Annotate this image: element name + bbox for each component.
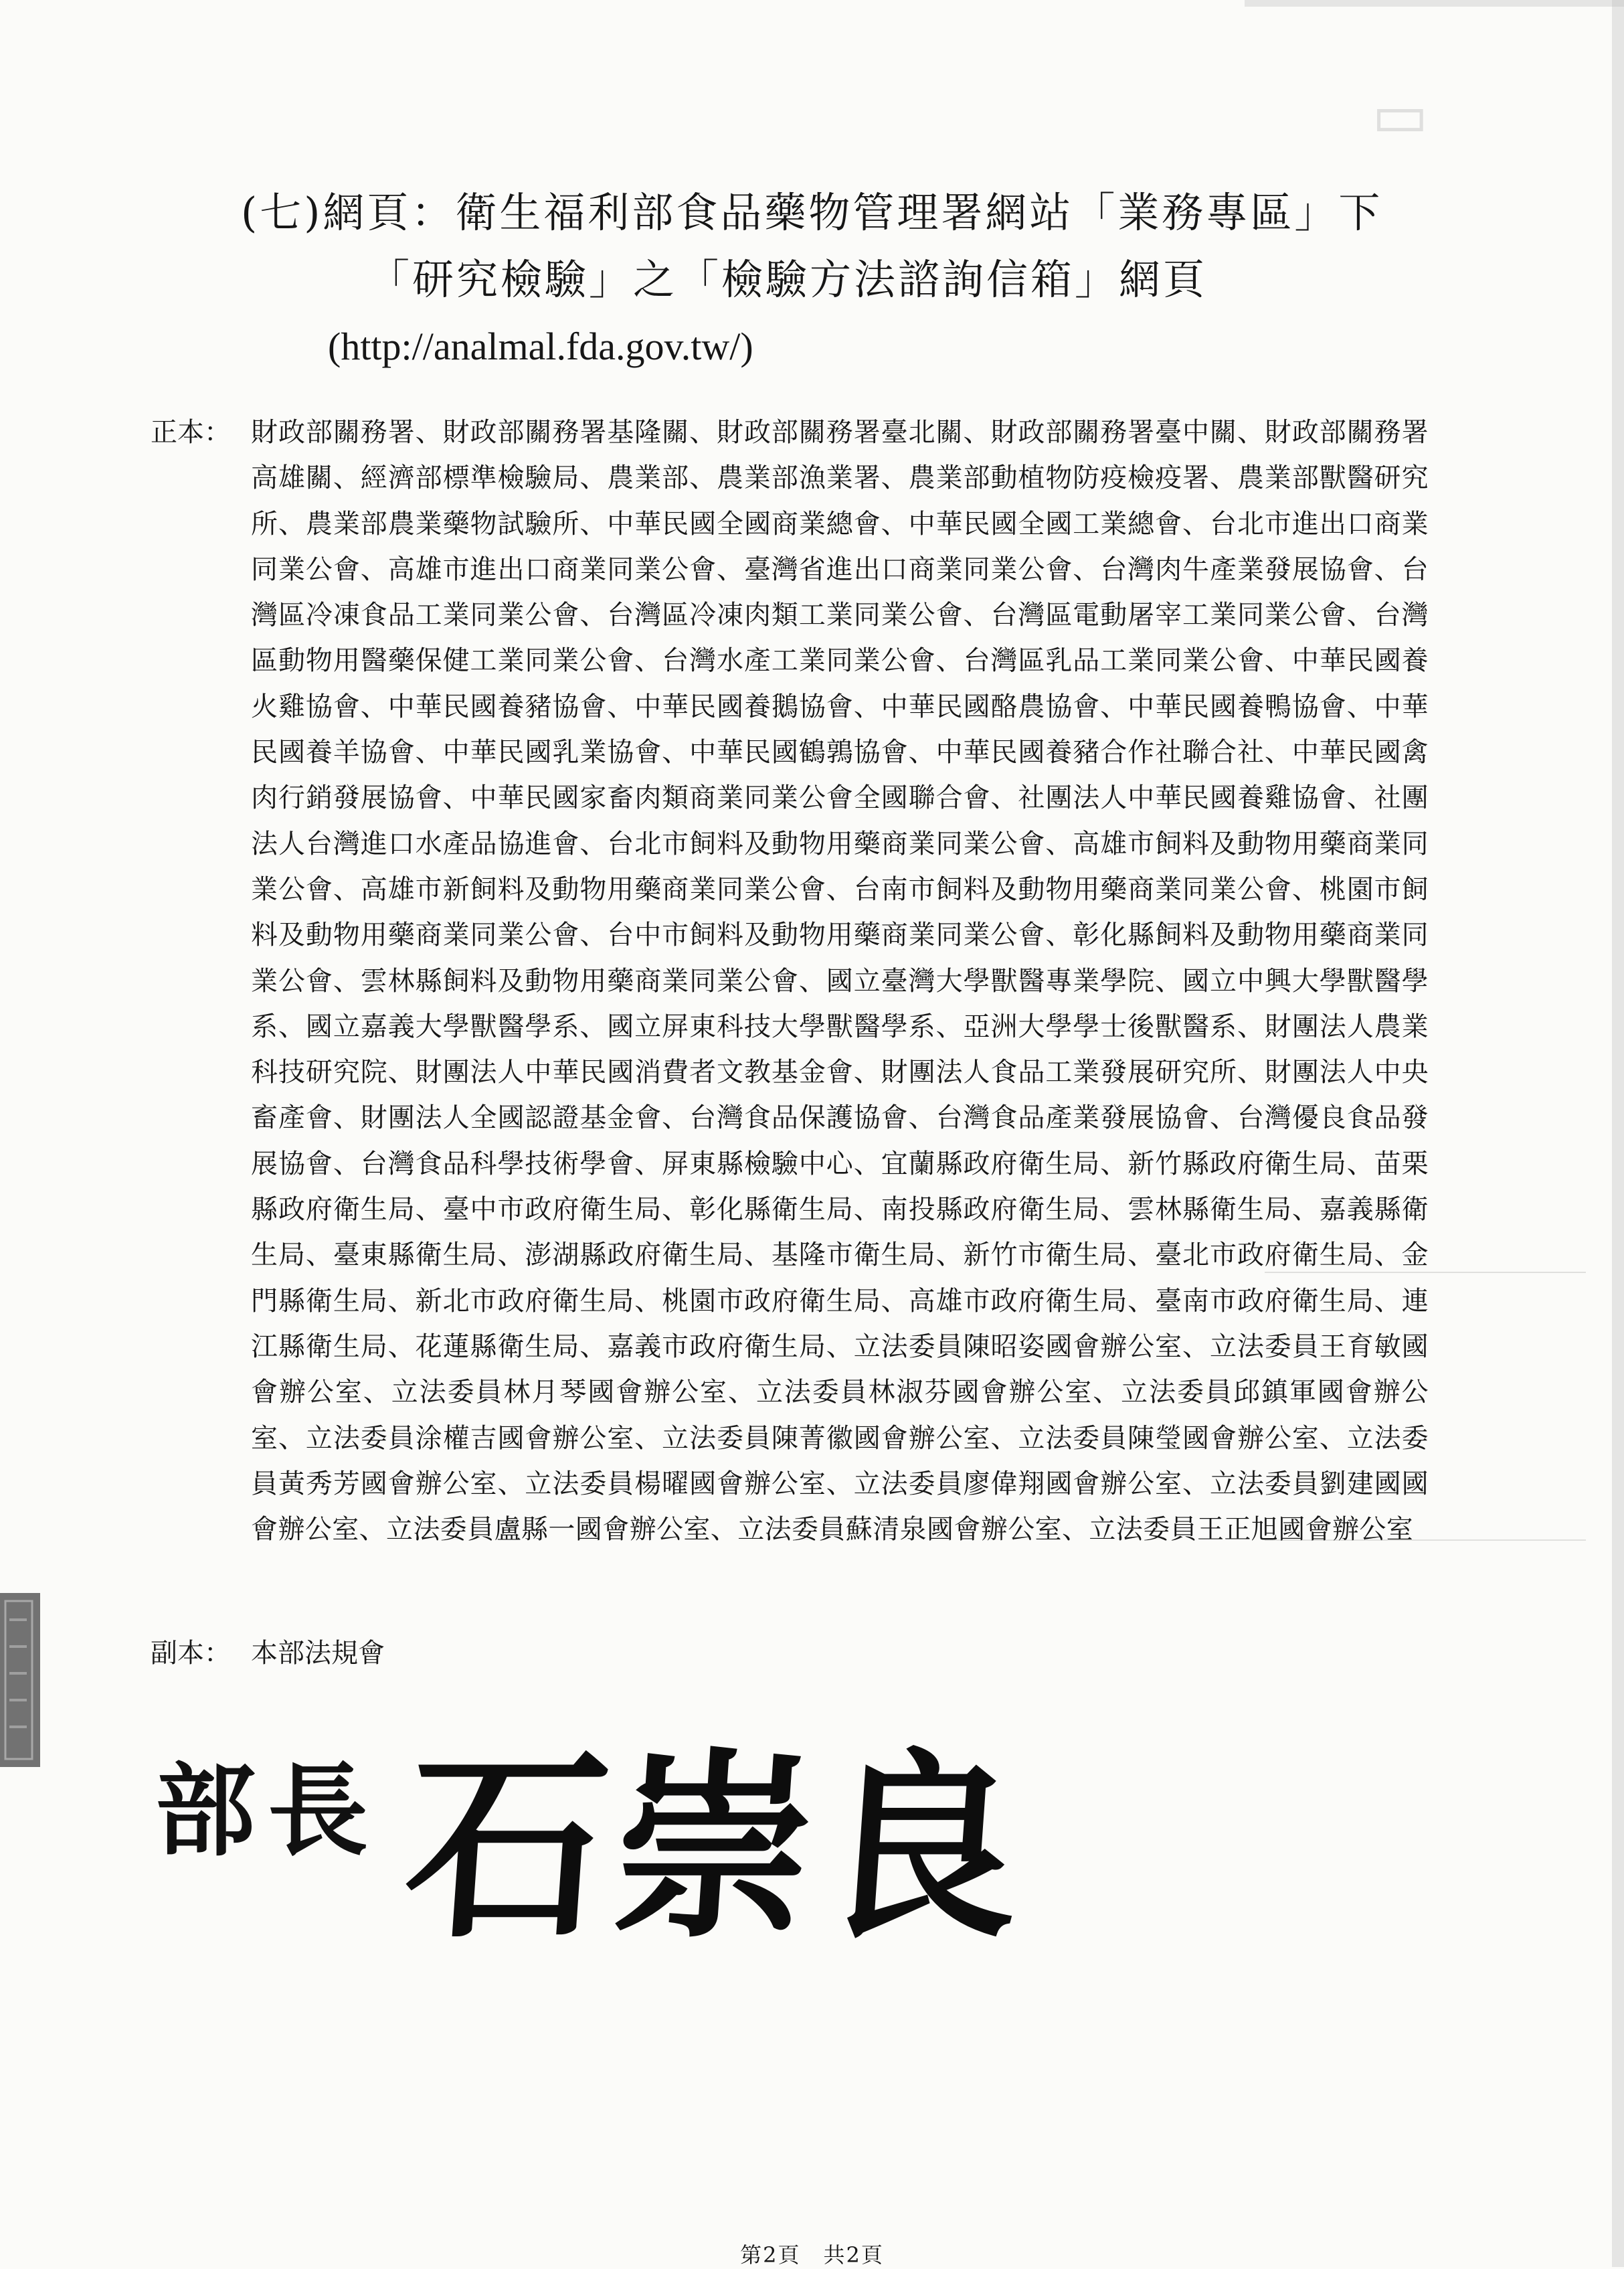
scan-shadow-top-right bbox=[1245, 0, 1624, 7]
item-title-line2: 「研究檢驗」之「檢驗方法諮詢信箱」網頁 bbox=[368, 255, 1208, 304]
scan-shadow-right bbox=[1612, 0, 1624, 2267]
page-number: 第2頁 共2頁 bbox=[740, 2242, 884, 2268]
minister-title: 部長 bbox=[155, 1752, 381, 1870]
item-title-line1: (七)網頁：衛生福利部食品藥物管理署網站「業務專區」下 bbox=[241, 188, 1383, 237]
item-7-heading bbox=[241, 179, 1459, 380]
copy-label: 副本： bbox=[151, 1638, 231, 1669]
copy-recipients: 本部法規會 bbox=[251, 1638, 385, 1669]
minister-signature: 石崇良 bbox=[398, 1729, 1034, 1965]
recipients-list: 財政部關務署、財政部關務署基隆關、財政部關務署臺北關、財政部關務署臺中關、財政部關務署高雄關、經濟部標準檢驗局、農業部、農業部漁業署、農業部動植物防疫檢疫署、農業部獸醫研究所、農業部農業藥物試驗所、中華民國全國商業總會、中華民國全國工業總會、台北市進出口商業同業公會、高雄市進出口商業同業公會、臺灣省進出口商業同業公會、台灣肉牛產業發展協會、台灣區冷凍食品工業同業公會、台灣區冷凍肉類工業同業公會、台灣區電動屠宰工業同業公會、台灣區動物用醫藥保健工業同業公會、台灣水產工業同業公會、台灣區乳品工業同業公會、中華民國養火雞協會、中華民國養豬協會、中華民國養鵝協會、中華民國酪農協會、中華民國養鴨協會、中華民國養羊協會、中華民國乳業協會、中華民國鶴鶉協會、中華民國養豬合作社聯合社、中華民國禽肉行銷發展協會、中華民國家畜肉類商業同業公會全國聯合會、社團法人中華民國養雞協會、社團法人台灣進口水產品協進會、台北市飼料及動物用藥商業同業公會、高雄市飼料及動物用藥商業同業公會、高雄市新飼料及動物用藥商業同業公會、台南市飼料及動物用藥商業同業公會、桃園市飼料及動物用藥商業同業公會、台中市飼料及動物用藥商業同業公會、彰化縣飼料及動物用藥商業同業公會、雲林縣飼料及動物用藥商業同業公會、國立臺灣大學獸醫專業學院、國立中興大學獸醫學系、國立嘉義大學獸醫學系、國立屏東科技大學獸醫學系、亞洲大學學士後獸醫系、財團法人農業科技研究院、財團法人中華民國消費者文教基金會、財團法人食品工業發展研究所、財團法人中央畜產會、財團法人全國認證基金會、台灣食品保護協會、台灣食品產業發展協會、台灣優良食品發展協會、台灣食品科學技術學會、屏東縣檢驗中心、宜蘭縣政府衛生局、新竹縣政府衛生局、苗栗縣政府衛生局、臺中市政府衛生局、彰化縣衛生局、南投縣政府衛生局、雲林縣衛生局、嘉義縣衛生局、臺東縣衛生局、澎湖縣政府衛生局、基隆市衛生局、新竹市衛生局、臺北市政府衛生局、金門縣衛生局、新北市政府衛生局、桃園市政府衛生局、高雄市政府衛生局、臺南市政府衛生局、連江縣衛生局、花蓮縣衛生局、嘉義市政府衛生局、立法委員陳昭姿國會辦公室、立法委員王育敏國會辦公室、立法委員林月琴國會辦公室、立法委員林淑芬國會辦公室、立法委員邱鎮軍國會辦公室、立法委員涂權吉國會辦公室、立法委員陳菁徽國會辦公室、立法委員陳瑩國會辦公室、立法委員黃秀芳國會辦公室、立法委員楊曜國會辦公室、立法委員廖偉翔國會辦公室、立法委員劉建國國會辦公室、立法委員盧縣一國會辦公室、立法委員蘇清泉國會辦公室、立法委員王正旭國會辦公室 bbox=[251, 417, 1429, 1545]
item-url: (http://analmal.fda.gov.tw/) bbox=[328, 325, 753, 368]
seal-stamp-fragment bbox=[0, 1593, 54, 1767]
copy-block bbox=[151, 1630, 1429, 1676]
recipients-label: 正本： bbox=[151, 417, 231, 448]
recipients-block bbox=[151, 410, 1429, 1552]
bleed-through-mark: ▭ bbox=[1372, 80, 1429, 151]
